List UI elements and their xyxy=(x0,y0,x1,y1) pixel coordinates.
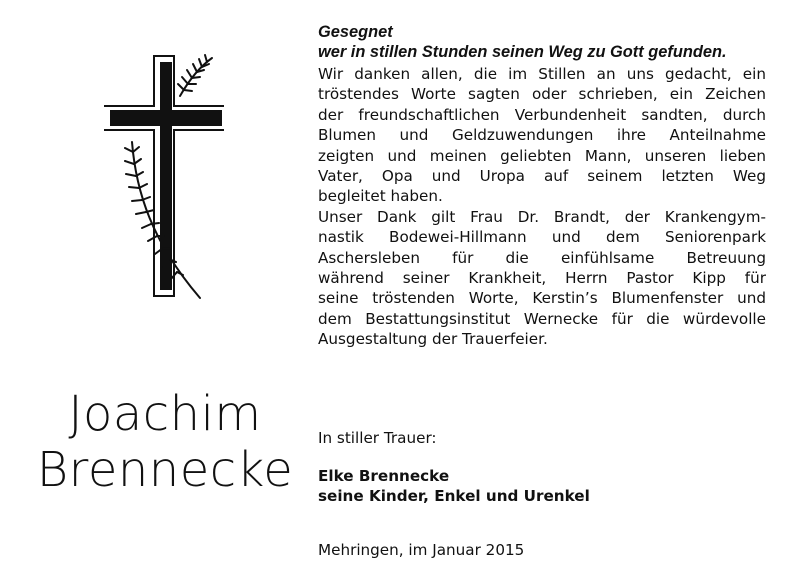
motto-line: wer in stillen Stunden seinen Weg zu Gott gefunden. xyxy=(318,43,727,61)
signer-line: seine Kinder, Enkel und Urenkel xyxy=(318,487,590,506)
thanks-line: Aschersleben für die einfühlsame Betreuung xyxy=(318,248,766,267)
thanks-line: tröstendes Worte sagten oder schrieben, ein Zeichen xyxy=(318,85,766,104)
deceased-name xyxy=(20,386,310,498)
thanks-line: begleitet haben. xyxy=(318,187,443,206)
thanks-line: Ausgestaltung der Trauerfeier. xyxy=(318,330,548,349)
thanks-line: Blumen und Geldzuwendungen ihre Anteilnahme xyxy=(318,126,766,145)
cross-with-palm-icon xyxy=(104,52,224,302)
thanks-line: Vater, Opa und Uropa auf seinem letzten Weg xyxy=(318,167,766,186)
thanks-line: dem Bestattungsinstitut Wernecke für die würdevolle xyxy=(318,309,766,328)
signer-line: Elke Brennecke xyxy=(318,467,450,485)
motto-line: Gesegnet xyxy=(318,23,393,41)
deceased-first-name: Joachim xyxy=(68,386,262,442)
thanks-line: zeigten und meinen geliebten Mann, unseren lieben xyxy=(318,146,766,165)
thanks-line: Wir danken allen, die im Stillen an uns gedacht, ein xyxy=(318,65,766,83)
motto xyxy=(318,22,778,62)
thanks-line: nastik Bodewei-Hillmann und dem Seniorenpark xyxy=(318,228,766,247)
thanks-line: Unser Dank gilt Frau Dr. Brandt, der Krankengym- xyxy=(318,207,766,226)
mourning-signers xyxy=(318,466,718,507)
place-date: Mehringen, im Januar 2015 xyxy=(318,541,525,559)
thanks-line: während seiner Krankheit, Herrn Pastor Kipp für xyxy=(318,269,766,288)
deceased-last-name: Brennecke xyxy=(36,442,294,498)
thanks-line: der freundschaftlichen Verbundenheit sandten, durch xyxy=(318,105,766,124)
thanks-text xyxy=(318,64,766,350)
mourning-intro: In stiller Trauer: xyxy=(318,429,437,447)
thanks-line: seine tröstenden Worte, Kerstin’s Blumenfenster und xyxy=(318,289,766,308)
